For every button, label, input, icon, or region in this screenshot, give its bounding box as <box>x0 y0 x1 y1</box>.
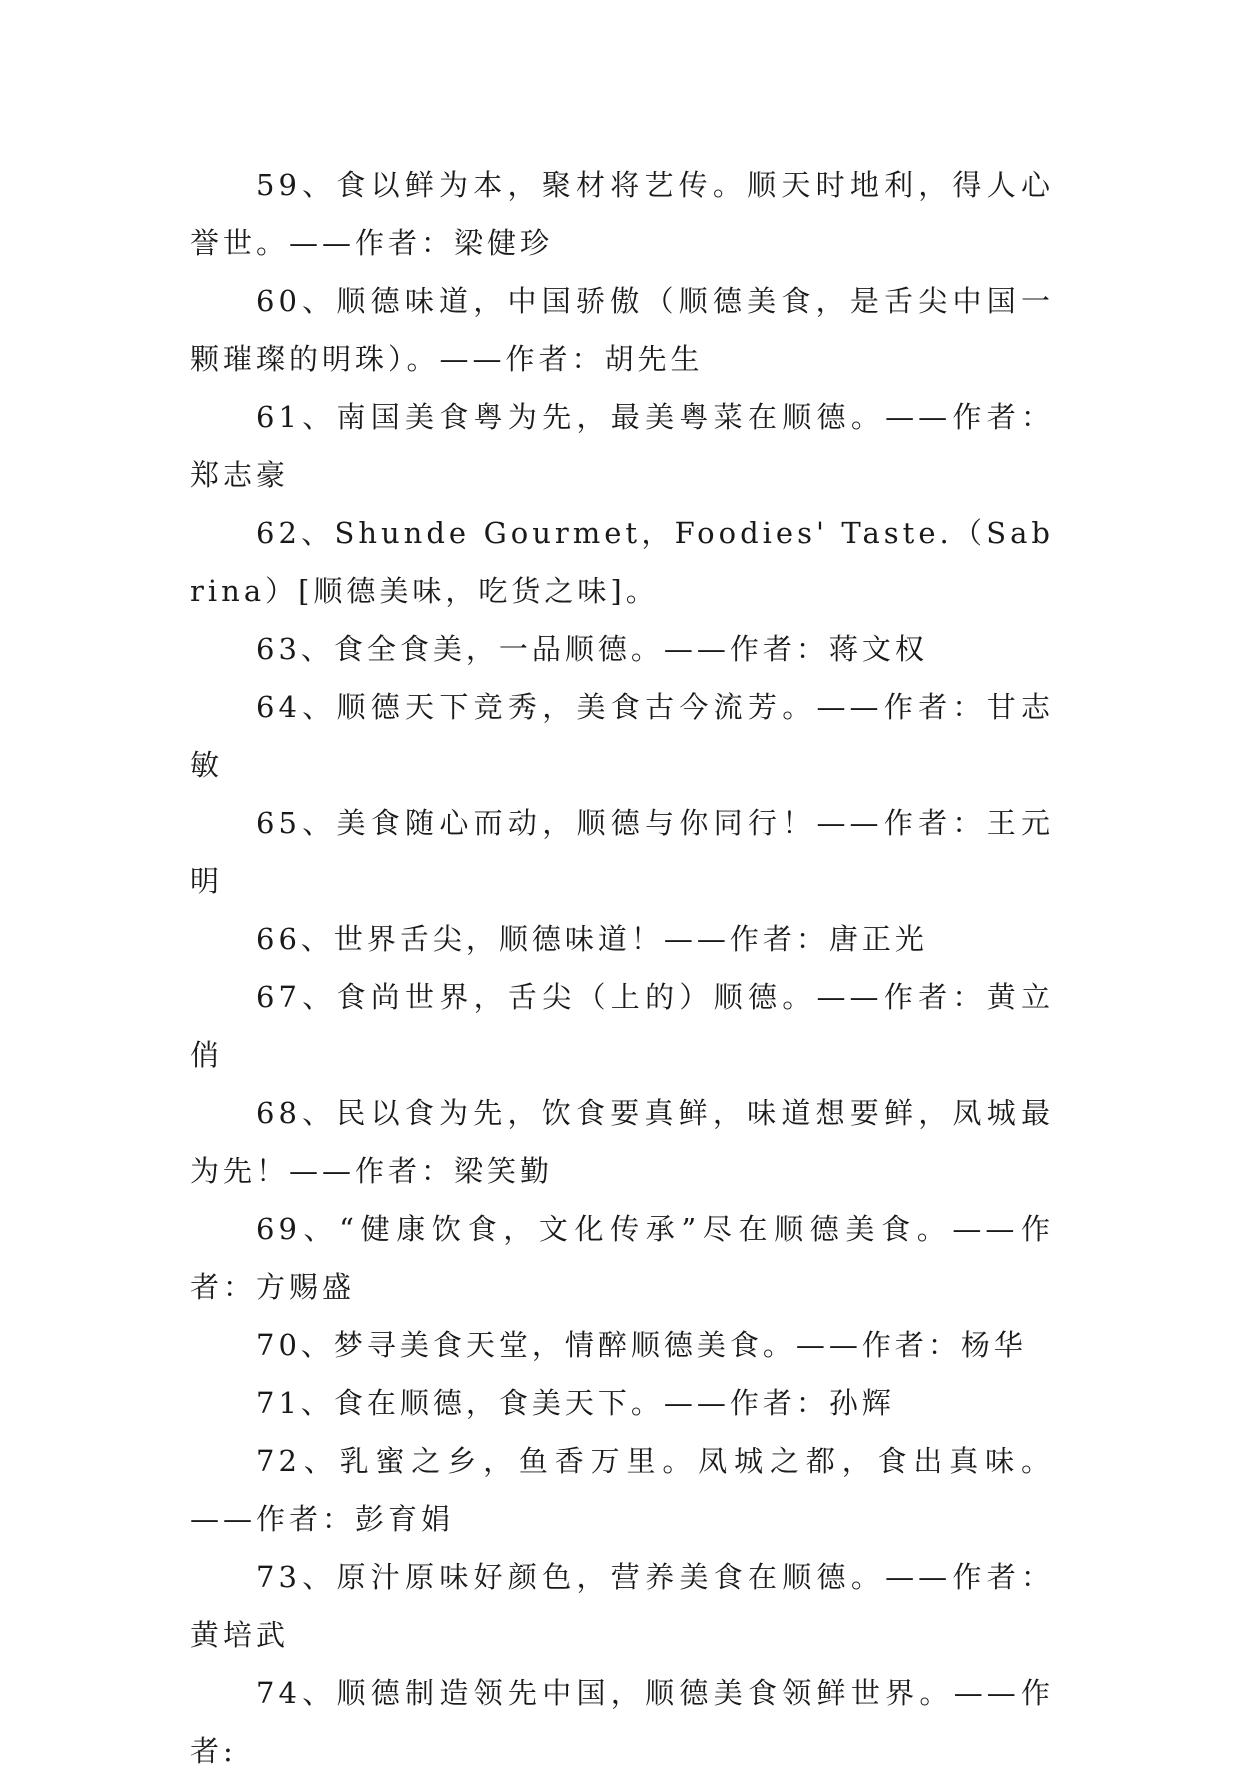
paragraph-66: 66、世界舌尖，顺德味道！——作者：唐正光 <box>256 922 928 956</box>
paragraph-72: 72、乳蜜之乡，鱼香万里。凤城之都，食出真味。——作者：彭育娟 <box>190 1444 1054 1536</box>
paragraph-69: 69、“健康饮食，文化传承”尽在顺德美食。——作者：方赐盛 <box>190 1212 1054 1304</box>
paragraph-67: 67、食尚世界，舌尖（上的）顺德。——作者：黄立俏 <box>190 980 1054 1072</box>
paragraph-62: 62、Shunde Gourmet，Foodies' Taste.（Sabrina）[顺德美味，吃货之味]。 <box>190 516 1054 608</box>
paragraph-60: 60、顺德味道，中国骄傲（顺德美食，是舌尖中国一颗璀璨的明珠）。——作者：胡先生 <box>190 284 1054 376</box>
paragraph-74: 74、顺德制造领先中国，顺德美食领鲜世界。——作者: <box>190 1676 1054 1768</box>
paragraph-61: 61、南国美食粤为先，最美粤菜在顺德。——作者：郑志豪 <box>190 400 1054 492</box>
document-body <box>190 156 1054 1780</box>
paragraph-73: 73、原汁原味好颜色，营养美食在顺德。——作者：黄培武 <box>190 1560 1054 1652</box>
paragraph-68: 68、民以食为先，饮食要真鲜，味道想要鲜，凤城最为先！——作者：梁笑勤 <box>190 1096 1054 1188</box>
paragraph-65: 65、美食随心而动，顺德与你同行！——作者：王元明 <box>190 806 1054 898</box>
paragraph-71: 71、食在顺德，食美天下。——作者：孙辉 <box>256 1386 895 1420</box>
paragraph-64: 64、顺德天下竞秀，美食古今流芳。——作者：甘志敏 <box>190 690 1054 782</box>
paragraph-63: 63、食全食美，一品顺德。——作者：蒋文权 <box>256 632 928 666</box>
paragraph-59: 59、食以鲜为本，聚材将艺传。顺天时地利，得人心誉世。——作者：梁健珍 <box>190 168 1054 260</box>
paragraph-70: 70、梦寻美食天堂，情醉顺德美食。——作者：杨华 <box>256 1328 1027 1362</box>
